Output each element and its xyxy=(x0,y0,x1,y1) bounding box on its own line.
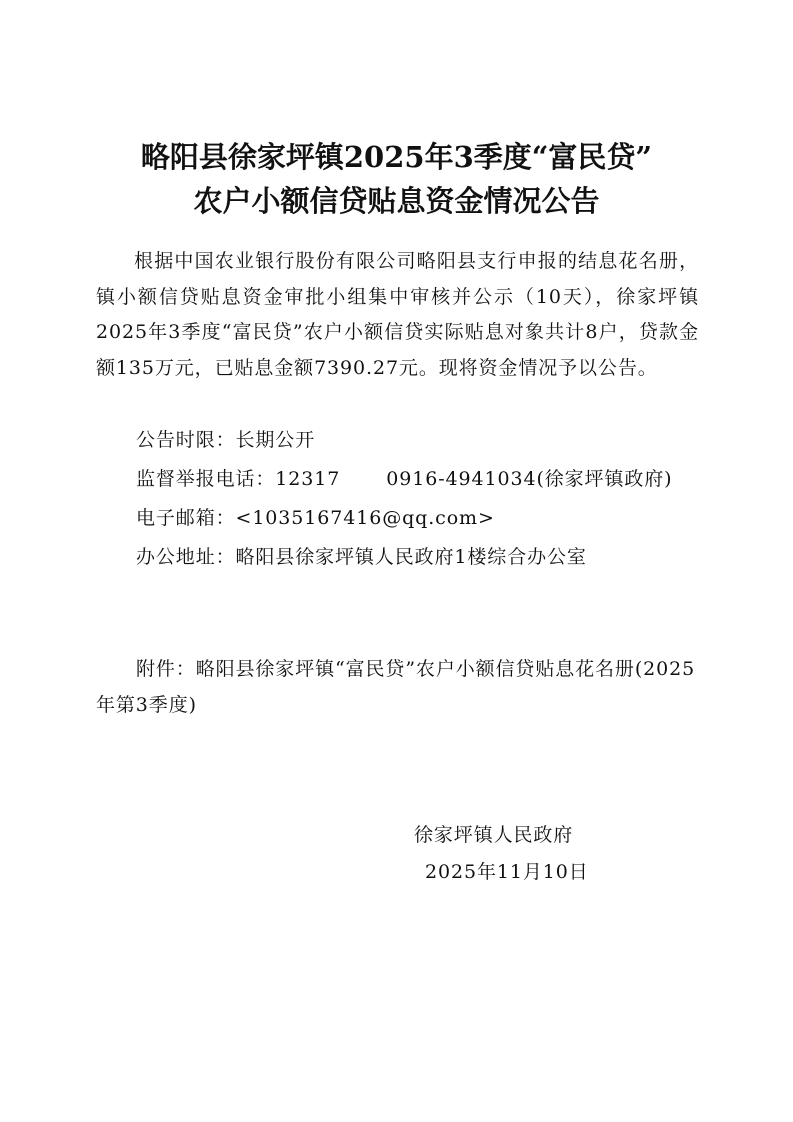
attachment-line: 附件：略阳县徐家坪镇“富民贷”农户小额信贷贴息花名册(2025年第3季度) xyxy=(96,658,696,716)
email-line: 电子邮箱：<1035167416@qq.com> xyxy=(136,507,495,529)
hotline-label: 监督举报电话：12317 xyxy=(136,468,341,490)
hotline-row xyxy=(136,467,672,491)
hotline-second: 0916-4941034(徐家坪镇政府) xyxy=(386,468,673,490)
document-title-line-2: 农户小额信贷贴息资金情况公告 xyxy=(193,184,600,218)
body-paragraph: 根据中国农业银行股份有限公司略阳县支行申报的结息花名册，镇小额信贷贴息资金审批小组集中审核并公示（10天），徐家坪镇2025年3季度“富民贷”农户小额信贷实际贴息对象共计8户，贷款金额135万元，已贴息金额7390.27元。现将资金情况予以公告。 xyxy=(96,250,699,379)
address-line: 办公地址：略阳县徐家坪镇人民政府1楼综合办公室 xyxy=(136,546,587,568)
document-title-line-1: 略阳县徐家坪镇2025年3季度“富民贷” xyxy=(140,140,653,174)
notice-period: 公告时限：长期公开 xyxy=(136,429,316,451)
signature-date: 2025年11月10日 xyxy=(425,861,589,883)
signature-organization: 徐家坪镇人民政府 xyxy=(414,824,574,846)
